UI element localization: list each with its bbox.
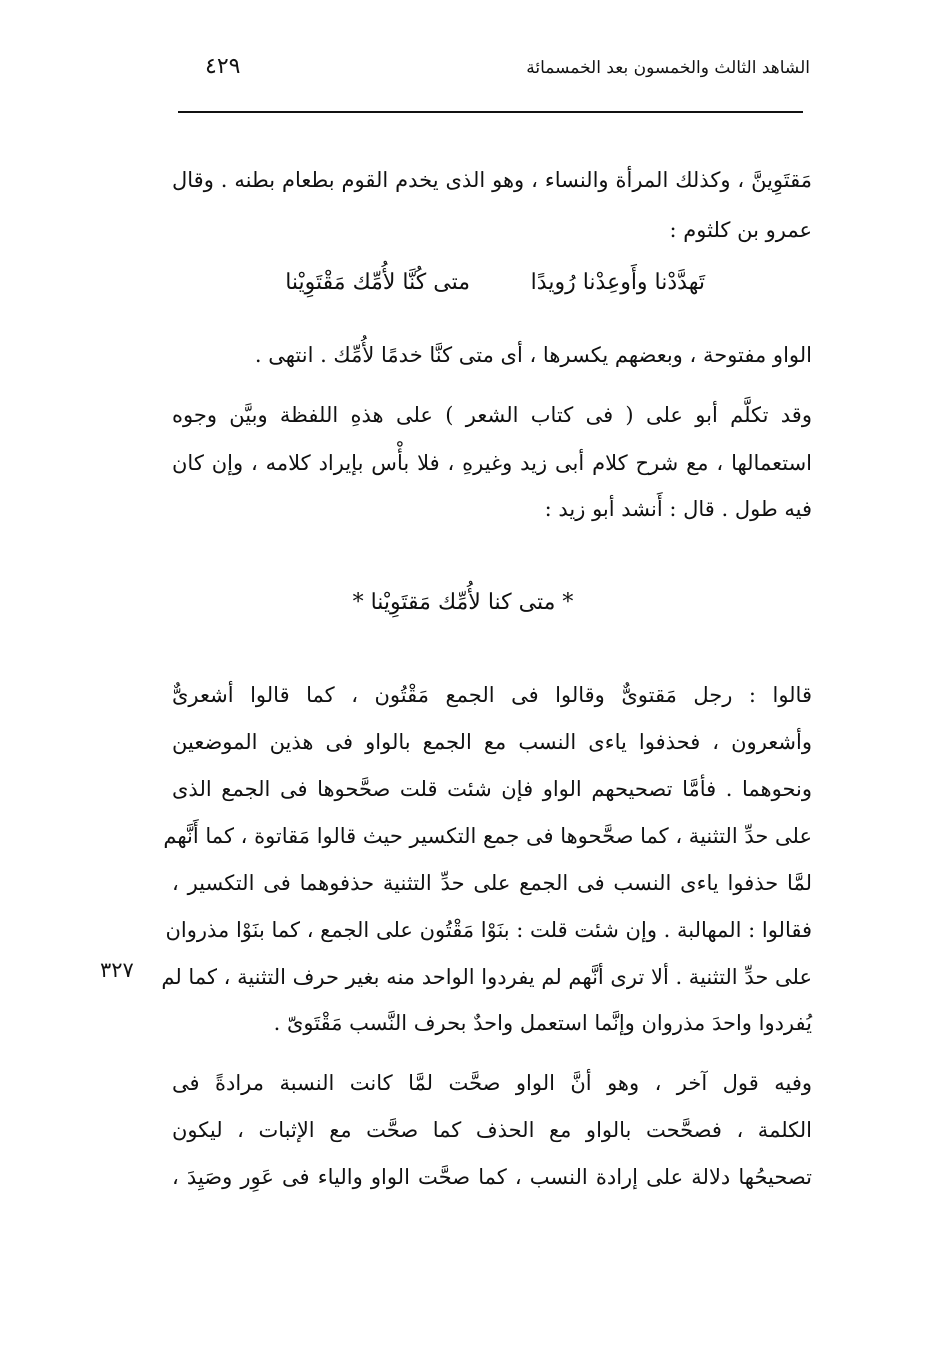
margin-number: ٣٢٧ (100, 958, 134, 982)
para4-line-7: على حدِّ التثنية . ألا ترى أنَّهم لم يفردوا الواحد منه بغير حرف التثنية ، كما لم (161, 965, 812, 989)
quoted-hemistich: * متى كنا لأُمِّك مَقتَوِيْنا * (352, 590, 574, 615)
para4-line-4: على حدِّ التثنية ، كما صحَّحوها فى جمع التكسير حيث قالوا مَقاتوة ، كما أَنَّهم (163, 824, 812, 848)
para5-line-1: وفيه قول آخر ، وهو أنَّ الواو صحَّت لمَّا كانت النسبة مرادةً فى (172, 1071, 812, 1095)
para4-line-8: يُفردوا واحدَ مذروان وإنَّما استعمل واحدٌ بحرف النَّسب مَقْتَوىّ . (273, 1011, 812, 1035)
para3-line-2: استعمالها ، مع شرح كلام أبى زيد وغيرهِ ، فلا بأْس بإيراد كلامه ، وإن كان (172, 451, 812, 475)
page-number: ٤٢٩ (205, 54, 241, 79)
para4-line-3: ونحوهما . فأمَّا تصحيحهم الواو فإن شئت قلت صحَّحوها فى الجمع الذى (172, 777, 812, 801)
para5-line-3: تصحيحُها دلالة على إرادة النسب ، كما صحَّت الواو والياء فى عَوِر وصَيِدَ ، (172, 1165, 812, 1189)
verse-hemistich-2: متى كُنَّا لأُمِّك مَقْتَوِيْنا (285, 270, 470, 295)
para4-line-1: قالوا : رجل مَقتوىٌّ وقالوا فى الجمع مَقْتُون ، كما قالوا أشعرىٌّ (172, 683, 812, 707)
running-title: الشاهد الثالث والخمسون بعد الخمسمائة (526, 58, 810, 78)
para4-line-6: فقالوا : المهالبة . وإن شئت قلت : بنَوْا مَقْتُون على الجمع ، كما بنَوْا مذروان (165, 918, 812, 942)
para1-line-1: مَقتَوِينَّ ، وكذلك المرأة والنساء ، وهو الذى يخدم القوم بطعام بطنه . وقال (172, 168, 812, 192)
para4-line-5: لمَّا حذفوا ياءى النسب فى الجمع على حدِّ التثنية حذفوهما فى التكسير ، (172, 871, 812, 895)
para2-line: الواو مفتوحة ، وبعضهم يكسرها ، أى متى كنَّا خدمًا لأُمِّك . انتهى . (254, 343, 812, 367)
para3-line-1: وقد تكلَّم أبو على ( فى كتاب الشعر ) على هذهِ اللفظة وبيَّن وجوه (172, 403, 812, 427)
para1-line-2: عمرو بن كلثوم : (669, 218, 812, 242)
para5-line-2: الكلمة ، فصحَّحت بالواو مع الحذف كما صحَّت مع الإثبات ، ليكون (172, 1118, 812, 1142)
header-rule (178, 111, 803, 113)
verse-hemistich-1: تَهدَّدْنا وأَوعِدْنا رُويدًا (530, 270, 705, 295)
para3-line-3: فيه طول . قال : أَنشد أبو زيد : (544, 497, 812, 521)
para4-line-2: وأشعرون ، فحذفوا ياءى النسب مع الجمع بالواو فى هذين الموضعين (172, 730, 812, 754)
